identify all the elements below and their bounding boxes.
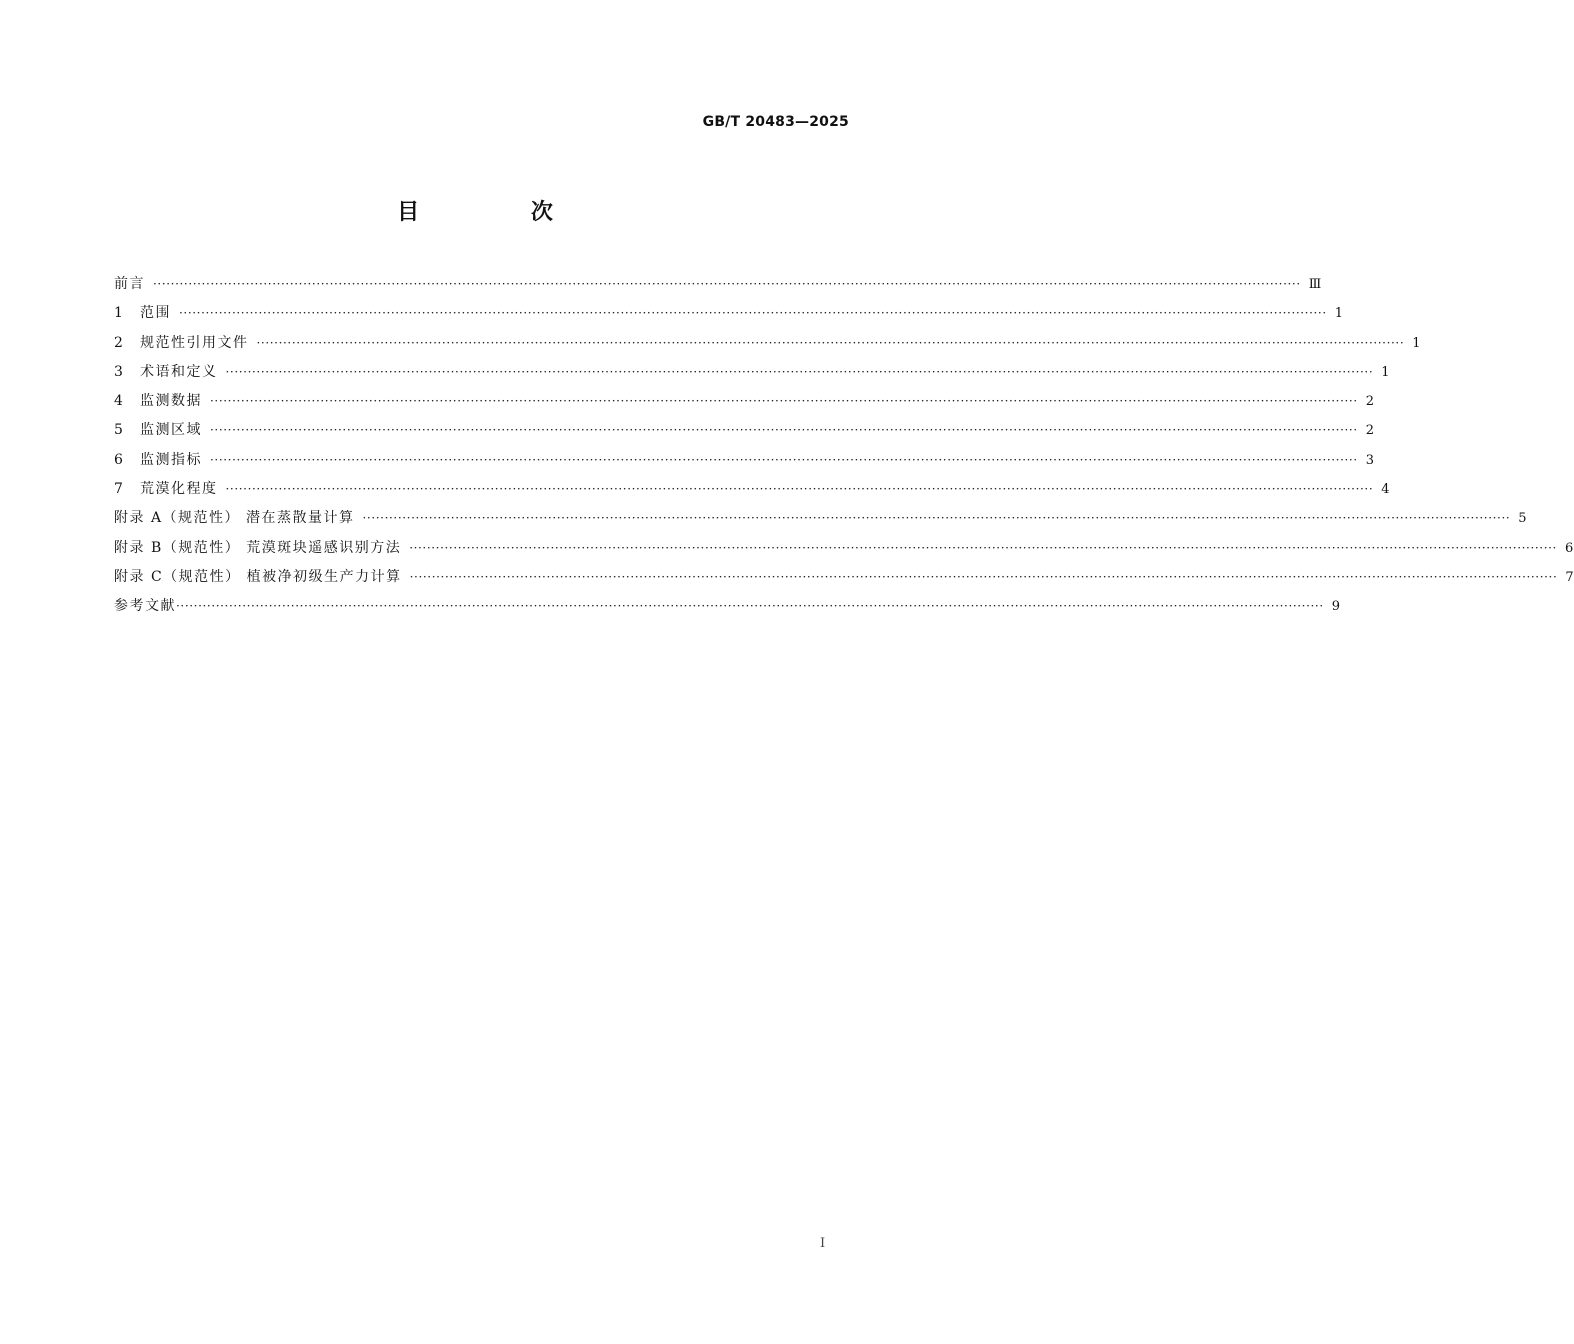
- toc-entry-page: 1: [1381, 364, 1390, 380]
- toc-entry-title: 附录 B（规范性） 荒漠斑块遥感识别方法: [114, 539, 402, 556]
- toc-leader-dots: ····································································································································································································································································: [362, 511, 1511, 526]
- toc-entry-number: 2: [114, 334, 123, 351]
- toc-entry-page: 2: [1365, 423, 1375, 439]
- toc-entry-number: 5: [114, 422, 123, 439]
- toc-entry-page: 1: [1412, 335, 1421, 351]
- table-of-contents: [114, 274, 1574, 626]
- toc-leader-dots: ····································································································································································································································································: [225, 482, 1374, 497]
- toc-leader-dots: ····································································································································································································································································: [210, 394, 1358, 409]
- toc-leader-dots: ····································································································································································································································································: [153, 277, 1301, 291]
- toc-entry-title: 参考文献: [114, 598, 176, 615]
- toc-entry-number: 3: [114, 363, 123, 380]
- toc-entry-monitoring-area[interactable]: [114, 420, 1375, 449]
- toc-entry-number: 4: [114, 393, 123, 410]
- toc-entry-monitoring-indicators[interactable]: [114, 450, 1375, 479]
- toc-entry-title: 规范性引用文件: [140, 334, 249, 351]
- toc-entry-page: 2: [1365, 394, 1375, 410]
- toc-leader-dots: ····································································································································································································································································: [210, 452, 1358, 467]
- toc-entry-annex-b[interactable]: [114, 538, 1574, 567]
- toc-entry-title: 附录 A（规范性） 潜在蒸散量计算: [114, 510, 355, 527]
- toc-entry-scope[interactable]: [114, 303, 1344, 332]
- toc-entry-title: 前言: [114, 276, 145, 292]
- toc-title: 目 次: [397, 200, 605, 225]
- toc-entry-page: 3: [1365, 452, 1375, 468]
- toc-entry-number: 6: [114, 451, 123, 468]
- toc-entry-page: 7: [1565, 569, 1574, 585]
- toc-entry-title: 荒漠化程度: [140, 481, 218, 498]
- toc-entry-title: 附录 C（规范性） 植被净初级生产力计算: [114, 568, 402, 585]
- toc-entry-page: 1: [1334, 306, 1344, 322]
- toc-entry-page: 9: [1331, 599, 1341, 615]
- toc-entry-number: 7: [114, 481, 123, 498]
- toc-entry-monitoring-data[interactable]: [114, 391, 1375, 420]
- toc-leader-dots: ····································································································································································································································································: [409, 540, 1557, 555]
- toc-entry-annex-a[interactable]: [114, 508, 1527, 537]
- standard-code: GB/T 20483—2025: [702, 114, 849, 130]
- toc-leader-dots: ····································································································································································································································································: [256, 335, 1405, 350]
- toc-leader-dots: ····································································································································································································································································: [409, 569, 1558, 584]
- toc-entry-page: 5: [1518, 511, 1527, 527]
- toc-entry-title: 范围: [140, 305, 171, 322]
- toc-entry-page: 4: [1381, 482, 1390, 498]
- toc-entry-normative-references[interactable]: [114, 333, 1421, 362]
- toc-entry-title: 术语和定义: [140, 363, 218, 380]
- toc-entry-page: 6: [1564, 540, 1574, 556]
- toc-entry-page: Ⅲ: [1308, 277, 1322, 292]
- toc-entry-annex-c[interactable]: [114, 567, 1574, 596]
- toc-leader-dots: ····································································································································································································································································: [210, 423, 1358, 438]
- toc-entry-desertification-degree[interactable]: [114, 479, 1390, 508]
- toc-entry-title: 监测数据: [140, 393, 202, 410]
- page-number: Ⅰ: [820, 1236, 826, 1251]
- toc-entry-bibliography[interactable]: [114, 596, 1341, 625]
- toc-entry-foreword[interactable]: [114, 274, 1322, 303]
- toc-leader-dots: ····································································································································································································································································: [179, 306, 1327, 321]
- toc-leader-dots: ····································································································································································································································································: [176, 599, 1324, 614]
- toc-entry-title: 监测区域: [140, 422, 202, 439]
- toc-entry-number: 1: [114, 305, 123, 322]
- toc-entry-terms-definitions[interactable]: [114, 362, 1390, 391]
- toc-entry-title: 监测指标: [140, 451, 202, 468]
- toc-leader-dots: ····································································································································································································································································: [225, 364, 1374, 379]
